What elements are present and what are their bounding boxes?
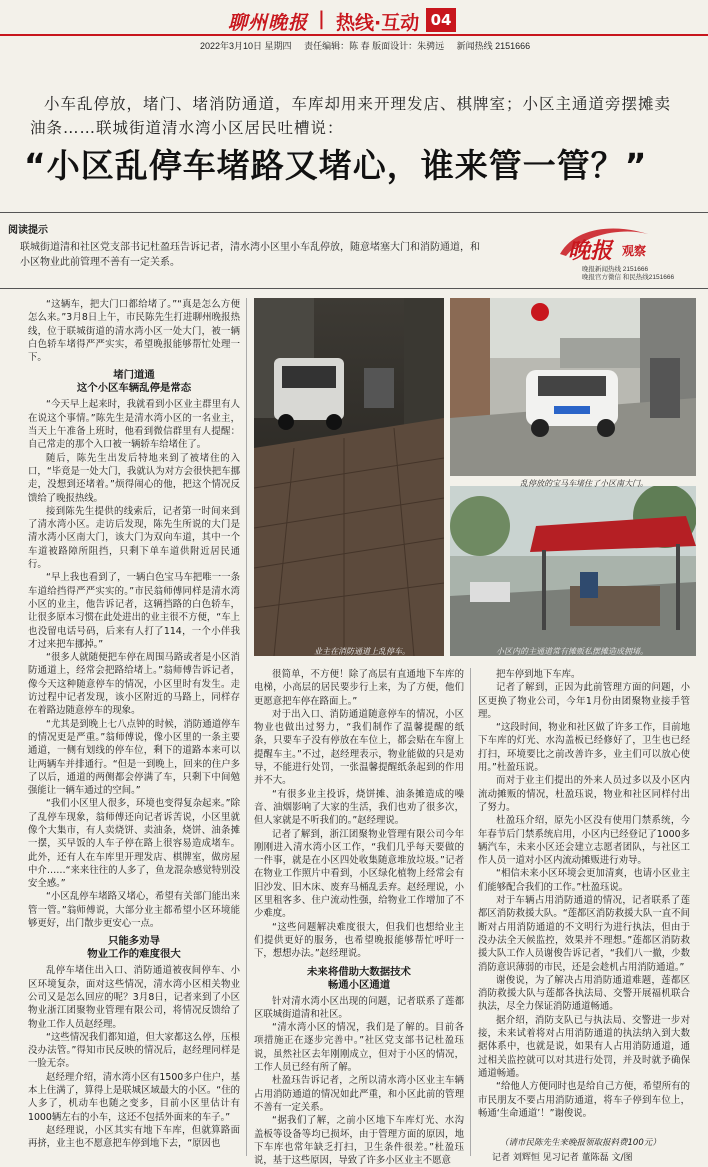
- headline-intro: 小车乱停放，堵门、堵消防通道，车库却用来开理发店、棋牌室；小区主通道旁摆摊卖油条……联城街道清水湾小区居民吐槽说：: [30, 95, 672, 137]
- observation-logo: [556, 224, 696, 286]
- issue-date: 2022年3月10日 星期四: [200, 41, 292, 51]
- newspaper-brand: 聊州晚报: [228, 12, 309, 34]
- subheading: [254, 966, 464, 992]
- paragraph: 杜盈珏告诉记者，之所以清水湾小区业主车辆占用消防通道的情况如此严重，和小区此前的管理不善有一定关系。: [254, 1075, 464, 1113]
- photo-vendor-stall: [450, 486, 696, 656]
- paragraph: “我们小区里人很多，环境也变得复杂起来。”除了乱停车现象，翁师傅还向记者诉苦说，小区里就像个大集市，有人卖烧饼、卖油条，烧饼、油条摊一摆，买早饭的人车子停在路上很容易造成堵车。此外，还有人在车库里开理发店、棋牌室，做房屋中介……“来来往往的人多了，鱼龙混杂感觉特别没安全感。”: [28, 798, 240, 890]
- brand-separator: |: [318, 8, 325, 30]
- logo-contact-line: 晚报官方微信 和民热线2151666: [582, 274, 675, 281]
- paragraph: “这辆车，把大门口都给堵了。”“真是怎么方便怎么来。”3月8日上午，市民陈先生打进聊州晚报热线，位于联城街道的清水湾小区一处大门，被一辆白色轿车堵得严严实实，希望晚报能够帮忙处理一下。: [28, 299, 240, 364]
- byline: 记者 刘辉恒 见习记者 董陈磊 文/图: [492, 1153, 633, 1163]
- paragraph: “今天早上起来时，我就看到小区业主群里有人在说这个事情。”陈先生是清水湾小区的一名业主，当天上午准备上班时，他看到微信群里有人提醒：自己常走的那个入口被一辆轿车给堵住了。: [28, 399, 240, 451]
- subheading-line: 未来将借助大数据技术: [307, 965, 411, 978]
- subheading: [28, 935, 240, 961]
- paragraph: “这段时间，物业和社区做了许多工作，目前地下车库的灯光、水沟盖板已经修好了，卫生也已经打扫，环境要比之前改善许多，业主们可以放心使用。”杜盈珏说。: [478, 722, 690, 774]
- paragraph: 很简单，不方便！除了高层有直通地下车库的电梯，小高层的居民要步行上来，为了方便，他们更愿意把车停在路面上。”: [254, 669, 464, 707]
- paragraph: 针对清水湾小区出现的问题，记者联系了莲都区联城街道清和社区。: [254, 995, 464, 1020]
- subheading-line: 这个小区车辆乱停是常态: [76, 382, 192, 395]
- section-name: 热线·互动: [336, 12, 420, 34]
- paragraph: 赵经理介绍，清水湾小区有1500多户住户，基本上住满了，算得上是联城区域最大的小区。“住的人多了，机动车也随之变多，目前小区里估计有1000辆左右的小车，这还不包括外面来的车子。”: [28, 1071, 240, 1123]
- news-hotline: 新闻热线 2151666: [456, 41, 531, 51]
- header-rule: [0, 34, 708, 36]
- header-meta: [200, 39, 540, 52]
- logo-text-sub: 观察: [622, 244, 647, 258]
- article-column-3: [478, 668, 690, 1120]
- main-headline: “小区乱停车堵路又堵心，谁来管一管？”: [24, 146, 648, 185]
- logo-text-main: 晚报: [568, 238, 613, 264]
- reward-note: （请市民陈先生来晚报领取报料费100元）: [500, 1138, 661, 1148]
- reading-tip-text: 联城街道清和社区党支部书记杜盈珏告诉记者，清水湾小区里小车乱停放，随意堵塞大门和消防通道，和小区物业此前管理不善有一定关系。: [20, 242, 480, 268]
- photo-bmw-blocking-gate: [450, 298, 696, 476]
- paragraph: 随后，陈先生出发后特地来到了被堵住的入口，“毕竟是一处大门，我就认为对方会很快把车挪走，没想到还堵着。”烦得闹心的他，把这个情况反馈给了晚报热线。: [28, 452, 240, 504]
- paragraph: “据我们了解，之前小区地下车库灯光、水沟盖板等设备等均已损坏，由于管理方面的原因，地下车库也常年缺乏打扫，卫生条件很差。”杜盈珏说，基于这些原因，导致了许多小区业主不愿意: [254, 1115, 464, 1167]
- paragraph: 杜盈珏介绍，原先小区没有使用门禁系统，今年春节后门禁系统启用，小区内已经登记了1000多辆汽车，未来小区还会建立志愿者团队，与社区工作人员一道对小区内流动摊贩进行劝导。: [478, 815, 690, 867]
- paragraph: “这些问题解决难度很大，但我们也想给业主们提供更好的服务，也希望晚报能够帮忙呼吁一下，想想办法。”赵经理说。: [254, 921, 464, 960]
- logo-contact: [582, 266, 674, 282]
- editor-credit: 责任编辑：陈 春 版面设计：朱骋远: [304, 41, 445, 51]
- logo-contact-line: 晚报新闻热线 2151666: [582, 266, 649, 273]
- paragraph: 谢俊说，为了解决占用消防通道难题，莲都区消防救援大队与莲都各执法局、交警开展福机联合执法，尽全力保证消防通道畅通。: [478, 974, 690, 1013]
- photo-parked-car-fire-lane: [254, 298, 444, 656]
- paragraph: “早上我也看到了，一辆白色宝马车把唯一一条车道给挡得严严实实的。”市民翁师傅同样是清水湾小区的业主，他告诉记者，这辆挡路的白色轿车，让很多原本习惯在此处进出的业主很不方便，“车上也没留电话号码，后来有人打了114，一个小伴我才过来把车挪掉。”: [28, 572, 240, 650]
- article-column-1: [28, 298, 240, 1151]
- subheading: [28, 369, 240, 395]
- paragraph: “小区乱停车堵路又堵心，希望有关部门能出来管一管。”翁师傅说，大部分业主都希望小区环境能够更好，出门散步更安心一点。: [28, 891, 240, 930]
- photo-caption-3: 小区内的主通道常有摊贩私摆摊造成拥堵。: [496, 647, 648, 656]
- paragraph: “很多人就随便把车停在周围马路或者是小区消防通道上，经常会把路给堵上。”翁师傅告诉记者，像今天这种随意停车的情况，小区里时有发生。走访过程中记者发现，该小区附近的马路上，同样存在着路边随意停车的现象。: [28, 652, 240, 717]
- paragraph: “有很多业主投诉，烧饼摊、油条摊造成的噪音、油烟影响了大家的生活，我们也劝了很多次，但人家就是不听我们的。”赵经理说。: [254, 788, 464, 827]
- paragraph: 对于车辆占用消防通道的情况，记者联系了莲都区消防救援大队。“莲都区消防救援大队一直不间断对占用消防通道的不文明行为进行执法，但由于没办法全天候监控，效果并不理想。”莲都区消防救援大队工作人员谢俊告诉记者，“我们八一撤，少数消防意识薄弱的市民，还是会趁机占用消防通道。”: [478, 895, 690, 973]
- subheading-line: 畅通小区通道: [327, 978, 391, 991]
- paragraph: 对于出入口、消防通道随意停车的情况，小区物业也做出过努力，“我们制作了温馨提醒的纸条，只要车子没有停放在车位上，都会贴在车窗上提醒车主。”不过，赵经理表示，物业能做的只是劝导，不能进行处罚，一张温馨提醒纸条起到的作用并不大。: [254, 708, 464, 787]
- paragraph: “给他人方便同时也是给自己方便，希望所有的市民朋友不要占用消防通道，将车子停到车位上，畅通‘生命通道’！”谢俊说。: [478, 1081, 690, 1119]
- subheading-line: 只能多劝导: [108, 935, 160, 948]
- paragraph: “清水湾小区的情况，我们是了解的。目前各项措施正在逐步完善中。”社区党支部书记杜盈珏说，虽然社区去年刚刚成立，但对于小区的情况，工作人员已经有所了解。: [254, 1022, 464, 1074]
- paragraph: 记者了解到，正因为此前管理方面的问题，小区更换了物业公司，今年1月份由团聚物业接手管理。: [478, 682, 690, 720]
- reading-tip-label: 阅读提示: [8, 225, 48, 236]
- photo-caption-2: 乱停放的宝马车堵住了小区南大门。: [520, 479, 648, 488]
- paragraph: 接到陈先生提供的线索后，记者第一时间来到了清水湾小区。走访后发现，陈先生所说的大门是清水湾小区南大门，该大门为双向车道，其中一个车道被路障所阻挡，只剩下单车道供附近居民通行。: [28, 505, 240, 571]
- divider: [0, 212, 708, 213]
- article-column-2: [254, 668, 464, 1167]
- paragraph: 据介绍，消防支队已与执法局、交警进一步对接，未来试着将对占用消防通道的执法纳入到大数据体系中，也就是说，如果有人占用消防通道，通过相关监控就可以对其进行处罚，并及时就予确保通道畅通。: [478, 1014, 690, 1079]
- paragraph: “这些情况我们都知道，但大家都这么停，压根没办法管。”得知市民反映的情况后，赵经理同样是一脸无奈。: [28, 1031, 240, 1070]
- subheading-line: 物业工作的难度很大: [87, 948, 181, 961]
- divider: [0, 288, 708, 289]
- paragraph: “相信未来小区环境会更加清爽，也请小区业主们能够配合我们的工作。”杜盈珏说。: [478, 868, 690, 893]
- paragraph: 而对于业主们提出的外来人员过多以及小区内流动摊贩的情况，杜盈珏说，物业和社区同样付出了努力。: [478, 775, 690, 813]
- page-header: [0, 0, 708, 52]
- column-divider: [470, 668, 471, 1156]
- column-divider: [246, 298, 247, 1156]
- photo-caption-1: 业主在消防通道上乱停车。: [314, 647, 410, 656]
- paragraph: 记者了解到，浙江团聚物业管理有限公司今年刚刚进入清水湾小区工作，“我们几乎每天要做的一件事，就是在小区四处收集随意堆放垃圾。”记者在物业工作照片中看到，小区绿化植物上经常会有旧沙发、旧木床、废弃马桶乱丢弃。赵经理说，小区里租客多、住户流动性强，给物业工作增加了不少难度。: [254, 828, 464, 920]
- paragraph: 乱停车堵住出入口、消防通道被夜间停车、小区环境复杂，面对这些情况，清水湾小区相关物业公司又是怎么回应的呢？3月8日，记者来到了小区物业浙江团聚物业管理有限公司，将情况反馈给了物业工作人员赵经理。: [28, 965, 240, 1030]
- page-number: 04: [426, 8, 456, 32]
- paragraph: “尤其是到晚上七八点钟的时候，消防通道停车的情况更是严重。”翁师傅说，像小区里的一条主要通道，一侧有划线的停车位，剩下的道路本来可以让两辆车并排通行。“但是一到晚上，回来的住户多了以后，通道的两侧都会停满了车，只剩下中间勉强能让一辆车通过的空间。”: [28, 718, 240, 797]
- paragraph: 把车停到地下车库。: [496, 669, 581, 680]
- paragraph: 赵经理说，小区其实有地下车库，但就算路面再挤，业主也不愿意把车停到地下去，“原因也: [28, 1124, 240, 1150]
- subheading-line: 堵门道通: [113, 369, 155, 382]
